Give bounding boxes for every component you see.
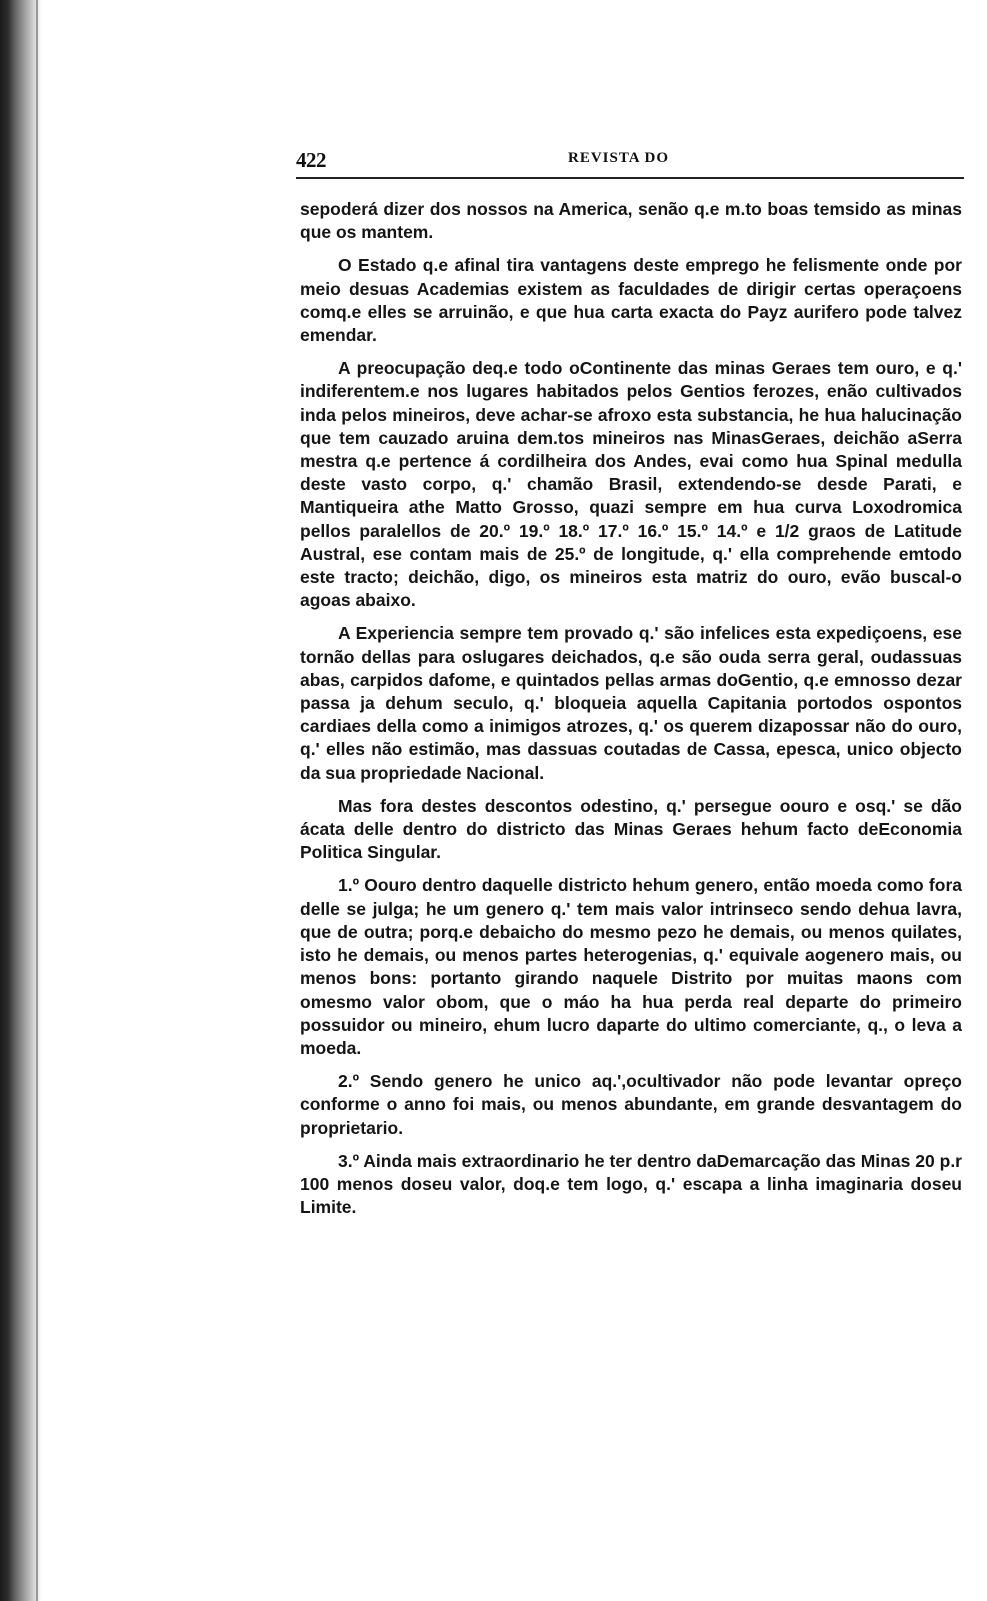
paragraph-5: Mas fora destes descontos odestino, q.' persegue oouro e osq.' se dão ácata delle dentro do districto das Minas Geraes hehum facto deEconomia Politica Singular.	[300, 795, 962, 863]
running-head: REVISTA DO	[568, 150, 669, 166]
paragraph-1: sepoderá dizer dos nossos na America, senão q.e m.to boas temsido as minas que os mantem.	[300, 199, 962, 243]
paragraph-7: 2.º Sendo genero he unico aq.',ocultivador não pode levantar opreço conforme o anno foi mais, ou menos abundante, em grande desvantagem do proprietario.	[300, 1071, 962, 1138]
spine-edge-line	[36, 0, 38, 1601]
page-number: 422	[296, 148, 326, 172]
paragraph-8: 3.º Ainda mais extraordinario he ter dentro daDemarcação das Minas 20 p.r 100 menos doseu valor, doq.e tem logo, q.' escapa a linha imaginaria doseu Limite.	[300, 1150, 962, 1218]
paragraph-2: O Estado q.e afinal tira vantagens deste emprego he felismente onde por meio desuas Academias existem as faculdades de dirigir certas operaçoens comq.e elles se arruinão, e que hua carta exacta do Payz aurifero pode talvez emendar.	[300, 255, 962, 346]
paragraph-3: A preocupação deq.e todo oContinente das minas Geraes tem ouro, e q.' indiferentem.e nos lugares habitados pelos Gentios ferozes, enão cultivados inda pelos mineiros, deve achar-se afroxo esta substancia, he hua halucinação que tem cauzado aruina dem.tos mineiros nas MinasGeraes, deichão aSerra mestra q.e pertence á cordilheira dos Andes, evai como hua Spinal medulla deste vasto corpo, q.' chamão Brasil, extendendo-se desde Parati, e Mantiqueira athe Matto Grosso, quazi sempre em hua curva Loxodromica pellos paralellos de 20.º 19.º 18.º 17.º 16.º 15.º 14.º e 1/2 graos de Latitude Austral, ese contam mais de 25.º de longitude, q.' ella comprehende emtodo este tracto; deichão, digo, os mineiros esta matriz do ouro, evão buscal-o agoas abaixo.	[300, 358, 962, 611]
body-text	[300, 198, 962, 1229]
paragraph-4: A Experiencia sempre tem provado q.' são infelices esta expediçoens, ese tornão dellas para oslugares deichados, q.e são ouda serra geral, oudassuas abas, carpidos dafome, e quintados pellas armas doGentio, q.e emnosso dezar passa ja dehum seculo, q.' bloqueia aquella Capitania portodos ospontos cardiaes della como a inimigos atrozes, q.' os querem dizapossar não do ouro, q.' elles não estimão, mas dassuas coutadas de Cassa, epesca, unico objecto da sua propriedade Nacional.	[300, 623, 962, 783]
paragraph-6: 1.º Oouro dentro daquelle districto hehum genero, então moeda como fora delle se julga; he um genero q.' tem mais valor intrinseco sendo dehua lavra, que de outra; porq.e debaicho do mesmo pezo he demais, ou menos quilates, isto he demais, ou menos partes heterogenias, q.' equivale aogenero mais, ou menos bons: portanto girando naquele Distrito por muitas maons com omesmo valor obom, que o máo ha hua perda real departe do primeiro possuidor ou mineiro, ehum lucro daparte do ultimo comerciante, q., o leva a moeda.	[300, 875, 962, 1058]
document-page	[296, 138, 964, 172]
page-header	[296, 138, 964, 172]
header-rule	[296, 177, 964, 179]
